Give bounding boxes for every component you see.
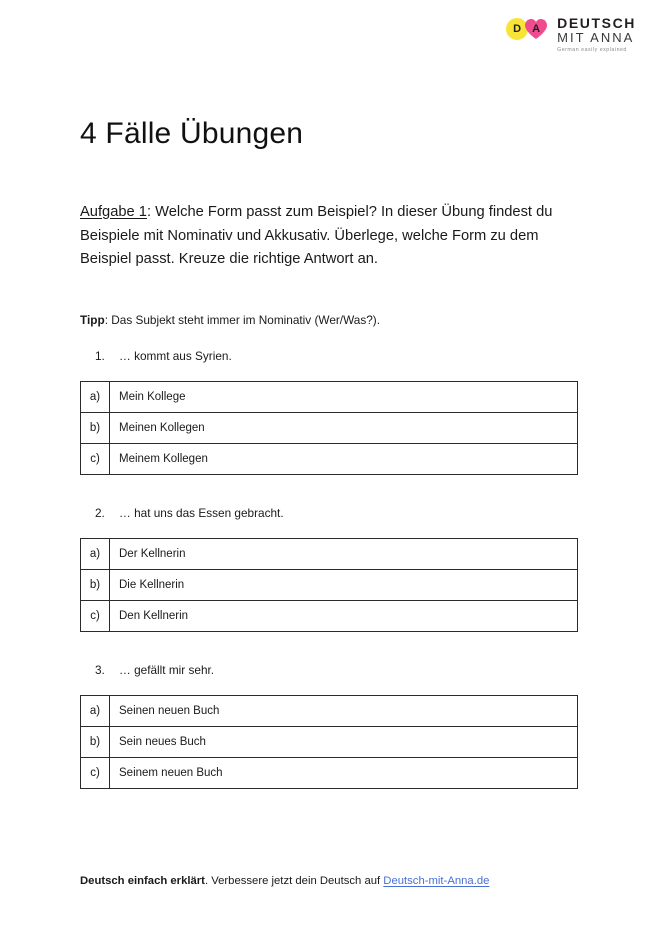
question-block-1 <box>80 348 580 475</box>
question-block-3 <box>80 662 580 789</box>
option-letter: a) <box>81 695 110 726</box>
footer-website-link[interactable]: Deutsch-mit-Anna.de <box>383 875 490 887</box>
option-text[interactable]: Seinem neuen Buch <box>110 757 578 788</box>
question-prompt-1 <box>80 348 580 365</box>
option-letter: b) <box>81 569 110 600</box>
option-text[interactable]: Der Kellnerin <box>110 538 578 569</box>
page-title: 4 Fälle Übungen <box>80 117 304 151</box>
options-table-2 <box>80 538 578 632</box>
question-number-1: 1. <box>95 349 105 363</box>
page-footer <box>80 874 600 890</box>
table-row[interactable] <box>81 412 578 443</box>
question-prompt-3 <box>80 662 580 679</box>
table-row[interactable] <box>81 600 578 631</box>
option-text[interactable]: Meinen Kollegen <box>110 412 578 443</box>
logo-tagline: German easily explained <box>557 46 627 53</box>
option-letter: b) <box>81 726 110 757</box>
option-letter: b) <box>81 412 110 443</box>
logo-circle-d: D <box>506 18 528 40</box>
logo-wordmark <box>557 14 636 54</box>
logo-line-mit-anna: MIT ANNA <box>557 29 635 45</box>
question-text-2: … hat uns das Essen gebracht. <box>119 506 284 520</box>
option-letter: c) <box>81 757 110 788</box>
task-label: Aufgabe 1 <box>80 203 147 220</box>
logo-line-deutsch: DEUTSCH <box>557 15 636 31</box>
table-row[interactable] <box>81 569 578 600</box>
question-text-3: … gefällt mir sehr. <box>119 663 215 677</box>
option-letter: a) <box>81 381 110 412</box>
option-letter: c) <box>81 443 110 474</box>
option-letter: a) <box>81 538 110 569</box>
option-text[interactable]: Seinen neuen Buch <box>110 695 578 726</box>
heart-icon <box>524 18 548 40</box>
footer-middle: . Verbessere jetzt dein Deutsch auf <box>204 875 384 887</box>
question-text-1: … kommt aus Syrien. <box>119 349 232 363</box>
option-text[interactable]: Den Kellnerin <box>110 600 578 631</box>
options-table-3 <box>80 695 578 789</box>
option-text[interactable]: Mein Kollege <box>110 381 578 412</box>
table-row[interactable] <box>81 443 578 474</box>
question-number-2: 2. <box>95 506 105 520</box>
option-text[interactable]: Die Kellnerin <box>110 569 578 600</box>
tip-line <box>80 312 580 330</box>
logo-heart-a: A <box>532 22 541 35</box>
table-row[interactable] <box>81 757 578 788</box>
tip-text: : Das Subjekt steht immer im Nominativ (Wer/Was?). <box>104 312 381 327</box>
question-block-2 <box>80 505 580 632</box>
question-prompt-2 <box>80 505 580 522</box>
question-number-3: 3. <box>95 663 105 677</box>
logo-marks <box>506 14 550 44</box>
table-row[interactable] <box>81 538 578 569</box>
task-instructions <box>80 201 580 272</box>
table-row[interactable] <box>81 695 578 726</box>
options-table-1 <box>80 381 578 475</box>
table-row[interactable] <box>81 726 578 757</box>
option-letter: c) <box>81 600 110 631</box>
tip-label: Tipp <box>80 312 105 327</box>
option-text[interactable]: Sein neues Buch <box>110 726 578 757</box>
task-body: : Welche Form passt zum Beispiel? In dieser Übung findest du Beispiele mit Nominativ und Akkusativ. Überlege, welche Form zu dem Beispiel passt. Kreuze die richtige Antwort an. <box>80 203 553 268</box>
table-row[interactable] <box>81 381 578 412</box>
brand-logo <box>506 14 636 54</box>
option-text[interactable]: Meinem Kollegen <box>110 443 578 474</box>
footer-lead: Deutsch einfach erklärt <box>80 875 205 887</box>
